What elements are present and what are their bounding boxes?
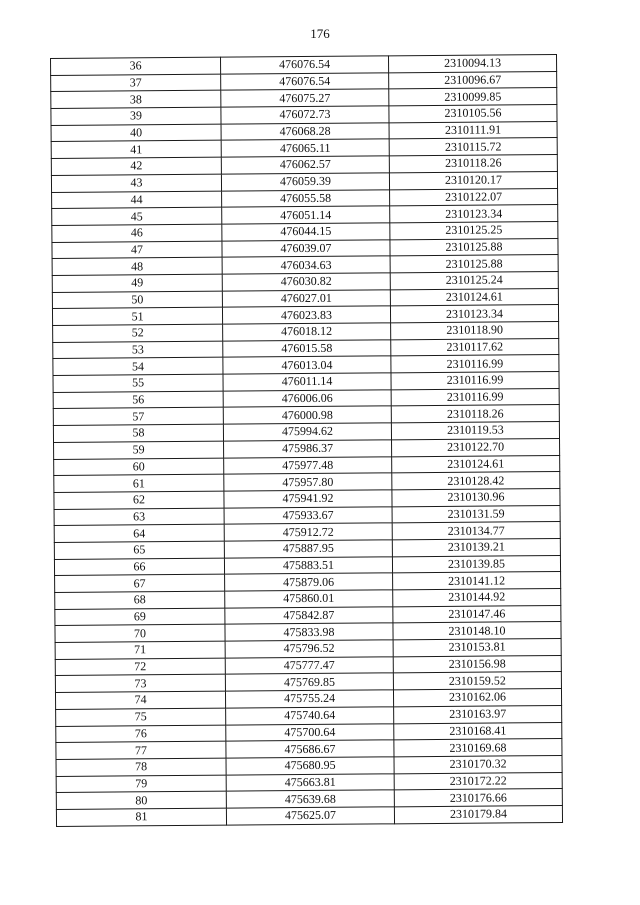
x-coordinate-cell: 476030.82 (222, 273, 390, 291)
x-coordinate-cell: 476000.98 (223, 406, 391, 424)
coordinates-table (50, 54, 563, 827)
y-coordinate-cell: 2310156.98 (393, 655, 561, 673)
y-coordinate-cell: 2310159.52 (393, 672, 561, 690)
y-coordinate-cell: 2310105.56 (389, 105, 557, 123)
y-coordinate-cell: 2310111.91 (389, 121, 557, 139)
point-number-cell: 60 (54, 458, 224, 476)
x-coordinate-cell: 476051.14 (222, 206, 390, 224)
y-coordinate-cell: 2310118.26 (391, 405, 559, 423)
x-coordinate-cell: 476006.06 (223, 390, 391, 408)
x-coordinate-cell: 475842.87 (225, 607, 393, 625)
y-coordinate-cell: 2310172.22 (394, 772, 562, 790)
x-coordinate-cell: 476062.57 (221, 156, 389, 174)
x-coordinate-cell: 475941.92 (224, 490, 392, 508)
x-coordinate-cell: 475777.47 (225, 657, 393, 675)
x-coordinate-cell: 475833.98 (225, 623, 393, 641)
y-coordinate-cell: 2310176.66 (394, 789, 562, 807)
point-number-cell: 43 (51, 174, 221, 192)
y-coordinate-cell: 2310116.99 (391, 388, 559, 406)
point-number-cell: 55 (53, 374, 223, 392)
point-number-cell: 68 (55, 591, 225, 609)
point-number-cell: 79 (56, 775, 226, 793)
x-coordinate-cell: 476065.11 (221, 139, 389, 157)
point-number-cell: 76 (56, 725, 226, 743)
point-number-cell: 65 (54, 541, 224, 559)
point-number-cell: 41 (51, 141, 221, 159)
x-coordinate-cell: 475663.81 (226, 773, 394, 791)
point-number-cell: 42 (51, 157, 221, 175)
point-number-cell: 67 (55, 574, 225, 592)
y-coordinate-cell: 2310139.85 (392, 555, 560, 573)
x-coordinate-cell: 476075.27 (221, 89, 389, 107)
y-coordinate-cell: 2310119.53 (391, 422, 559, 440)
y-coordinate-cell: 2310099.85 (389, 88, 557, 106)
x-coordinate-cell: 475860.01 (225, 590, 393, 608)
point-number-cell: 75 (56, 708, 226, 726)
x-coordinate-cell: 475887.95 (224, 540, 392, 558)
y-coordinate-cell: 2310122.07 (390, 188, 558, 206)
x-coordinate-cell: 476068.28 (221, 123, 389, 141)
y-coordinate-cell: 2310141.12 (393, 572, 561, 590)
point-number-cell: 81 (56, 808, 226, 826)
x-coordinate-cell: 476059.39 (221, 173, 389, 191)
x-coordinate-cell: 476034.63 (222, 256, 390, 274)
y-coordinate-cell: 2310124.61 (390, 288, 558, 306)
y-coordinate-cell: 2310116.99 (391, 355, 559, 373)
x-coordinate-cell: 475686.67 (226, 740, 394, 758)
x-coordinate-cell: 475740.64 (226, 707, 394, 725)
point-number-cell: 46 (52, 224, 222, 242)
x-coordinate-cell: 476027.01 (222, 289, 390, 307)
y-coordinate-cell: 2310139.21 (392, 538, 560, 556)
point-number-cell: 56 (53, 391, 223, 409)
point-number-cell: 44 (52, 191, 222, 209)
table-row (56, 805, 562, 826)
x-coordinate-cell: 475639.68 (226, 790, 394, 808)
y-coordinate-cell: 2310118.26 (389, 155, 557, 173)
point-number-cell: 73 (55, 675, 225, 693)
y-coordinate-cell: 2310147.46 (393, 605, 561, 623)
x-coordinate-cell: 475755.24 (225, 690, 393, 708)
page-number: 176 (310, 26, 330, 41)
x-coordinate-cell: 475769.85 (225, 673, 393, 691)
y-coordinate-cell: 2310179.84 (394, 805, 562, 823)
x-coordinate-cell: 476018.12 (223, 323, 391, 341)
point-number-cell: 69 (55, 608, 225, 626)
point-number-cell: 57 (53, 408, 223, 426)
point-number-cell: 36 (51, 57, 221, 75)
x-coordinate-cell: 476011.14 (223, 373, 391, 391)
y-coordinate-cell: 2310122.70 (392, 438, 560, 456)
point-number-cell: 38 (51, 91, 221, 109)
point-number-cell: 53 (53, 341, 223, 359)
x-coordinate-cell: 476072.73 (221, 106, 389, 124)
x-coordinate-cell: 475879.06 (225, 573, 393, 591)
point-number-cell: 71 (55, 641, 225, 659)
point-number-cell: 77 (56, 741, 226, 759)
y-coordinate-cell: 2310170.32 (394, 755, 562, 773)
point-number-cell: 59 (54, 441, 224, 459)
point-number-cell: 54 (53, 358, 223, 376)
y-coordinate-cell: 2310125.24 (390, 271, 558, 289)
y-coordinate-cell: 2310096.67 (389, 71, 557, 89)
point-number-cell: 51 (52, 307, 222, 325)
x-coordinate-cell: 476023.83 (222, 306, 390, 324)
point-number-cell: 66 (54, 558, 224, 576)
x-coordinate-cell: 476015.58 (223, 340, 391, 358)
x-coordinate-cell: 475986.37 (224, 440, 392, 458)
point-number-cell: 52 (53, 324, 223, 342)
y-coordinate-cell: 2310168.41 (394, 722, 562, 740)
x-coordinate-cell: 475912.72 (224, 523, 392, 541)
y-coordinate-cell: 2310125.88 (390, 255, 558, 273)
point-number-cell: 48 (52, 257, 222, 275)
point-number-cell: 61 (54, 474, 224, 492)
x-coordinate-cell: 476044.15 (222, 223, 390, 241)
y-coordinate-cell: 2310125.25 (390, 221, 558, 239)
y-coordinate-cell: 2310130.96 (392, 488, 560, 506)
point-number-cell: 50 (52, 291, 222, 309)
x-coordinate-cell: 475933.67 (224, 506, 392, 524)
y-coordinate-cell: 2310153.81 (393, 639, 561, 657)
x-coordinate-cell: 475796.52 (225, 640, 393, 658)
x-coordinate-cell: 476076.54 (221, 73, 389, 91)
point-number-cell: 37 (51, 74, 221, 92)
y-coordinate-cell: 2310123.34 (390, 205, 558, 223)
point-number-cell: 58 (53, 424, 223, 442)
coordinates-table-container (50, 54, 562, 827)
point-number-cell: 80 (56, 791, 226, 809)
x-coordinate-cell: 475977.48 (224, 456, 392, 474)
x-coordinate-cell: 476076.54 (220, 56, 388, 74)
y-coordinate-cell: 2310131.59 (392, 505, 560, 523)
point-number-cell: 70 (55, 625, 225, 643)
point-number-cell: 45 (52, 207, 222, 225)
point-number-cell: 39 (51, 107, 221, 125)
point-number-cell: 78 (56, 758, 226, 776)
point-number-cell: 49 (52, 274, 222, 292)
x-coordinate-cell: 476013.04 (223, 356, 391, 374)
y-coordinate-cell: 2310148.10 (393, 622, 561, 640)
y-coordinate-cell: 2310123.34 (390, 305, 558, 323)
y-coordinate-cell: 2310124.61 (392, 455, 560, 473)
y-coordinate-cell: 2310118.90 (391, 322, 559, 340)
y-coordinate-cell: 2310117.62 (391, 338, 559, 356)
y-coordinate-cell: 2310169.68 (394, 739, 562, 757)
y-coordinate-cell: 2310134.77 (392, 522, 560, 540)
point-number-cell: 64 (54, 524, 224, 542)
y-coordinate-cell: 2310094.13 (388, 55, 556, 73)
x-coordinate-cell: 475883.51 (224, 556, 392, 574)
y-coordinate-cell: 2310163.97 (394, 705, 562, 723)
y-coordinate-cell: 2310162.06 (393, 689, 561, 707)
x-coordinate-cell: 475957.80 (224, 473, 392, 491)
x-coordinate-cell: 475625.07 (226, 807, 394, 825)
y-coordinate-cell: 2310115.72 (389, 138, 557, 156)
point-number-cell: 74 (55, 691, 225, 709)
x-coordinate-cell: 475994.62 (223, 423, 391, 441)
coordinates-table-body (51, 55, 563, 827)
point-number-cell: 40 (51, 124, 221, 142)
point-number-cell: 63 (54, 508, 224, 526)
y-coordinate-cell: 2310125.88 (390, 238, 558, 256)
y-coordinate-cell: 2310120.17 (389, 171, 557, 189)
y-coordinate-cell: 2310128.42 (392, 472, 560, 490)
point-number-cell: 47 (52, 241, 222, 259)
point-number-cell: 62 (54, 491, 224, 509)
point-number-cell: 72 (55, 658, 225, 676)
x-coordinate-cell: 475680.95 (226, 757, 394, 775)
y-coordinate-cell: 2310144.92 (393, 589, 561, 607)
y-coordinate-cell: 2310116.99 (391, 372, 559, 390)
x-coordinate-cell: 475700.64 (226, 723, 394, 741)
x-coordinate-cell: 476039.07 (222, 239, 390, 257)
x-coordinate-cell: 476055.58 (222, 189, 390, 207)
